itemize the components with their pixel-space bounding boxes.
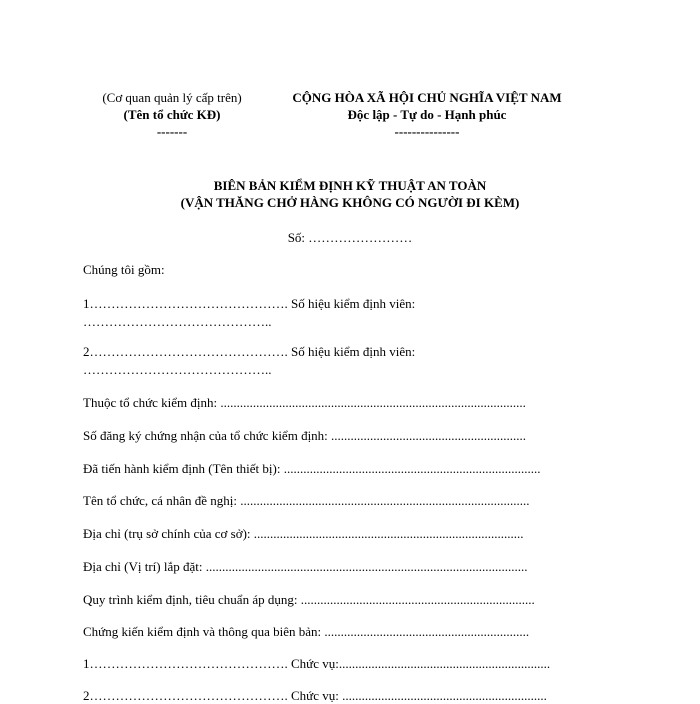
document-subtitle: (VẬN THĂNG CHỞ HÀNG KHÔNG CÓ NGƯỜI ĐI KÈM) <box>180 195 520 210</box>
procedure-field: Quy trình kiểm định, tiêu chuẩn áp dụng: ........................................................................ <box>83 592 535 607</box>
document-title: BIÊN BẢN KIỂM ĐỊNH KỸ THUẬT AN TOÀN <box>213 178 487 193</box>
location-field: Địa chỉ (Vị trí) lắp đặt: ................................................................................................... <box>83 559 528 574</box>
inspection-org-field: Thuộc tổ chức kiểm định: .............................................................................................. <box>83 395 526 410</box>
inspector-2-cont: …………………………………….. <box>83 362 272 377</box>
intro-text: Chúng tôi gồm: <box>83 262 165 277</box>
address-field: Địa chỉ (trụ sở chính của cơ sở): ................................................................................... <box>83 526 524 541</box>
inspector-2: 2………………………………………. Số hiệu kiểm định viên: <box>83 344 416 359</box>
inspector-1-cont: …………………………………….. <box>83 314 272 329</box>
witness-field: Chứng kiến kiểm định và thông qua biên bản: ............................................................... <box>83 624 530 639</box>
cert-number-field: Số đăng ký chứng nhận của tổ chức kiểm định: ............................................................ <box>83 428 527 443</box>
header-left-line3: ------- <box>156 124 188 139</box>
document-number: Số: …………………… <box>287 230 413 245</box>
header-right-line3: --------------- <box>394 124 460 139</box>
header-right-line1: CỘNG HÒA XÃ HỘI CHỦ NGHĨA VIỆT NAM <box>292 90 562 105</box>
header-right-line2: Độc lập - Tự do - Hạnh phúc <box>347 107 507 122</box>
device-field: Đã tiến hành kiểm định (Tên thiết bị): ............................................................................... <box>83 461 541 476</box>
witness-1: 1………………………………………. Chức vụ:................................................................. <box>83 656 551 671</box>
witness-2: 2………………………………………. Chức vụ: ............................................................... <box>83 688 547 703</box>
inspector-1: 1………………………………………. Số hiệu kiểm định viên: <box>83 296 416 311</box>
header-left-line1: (Cơ quan quản lý cấp trên) <box>102 90 242 105</box>
header-left-line2: (Tên tổ chức KĐ) <box>123 107 221 122</box>
requester-field: Tên tổ chức, cá nhân đề nghị: ......................................................................................... <box>83 493 530 508</box>
